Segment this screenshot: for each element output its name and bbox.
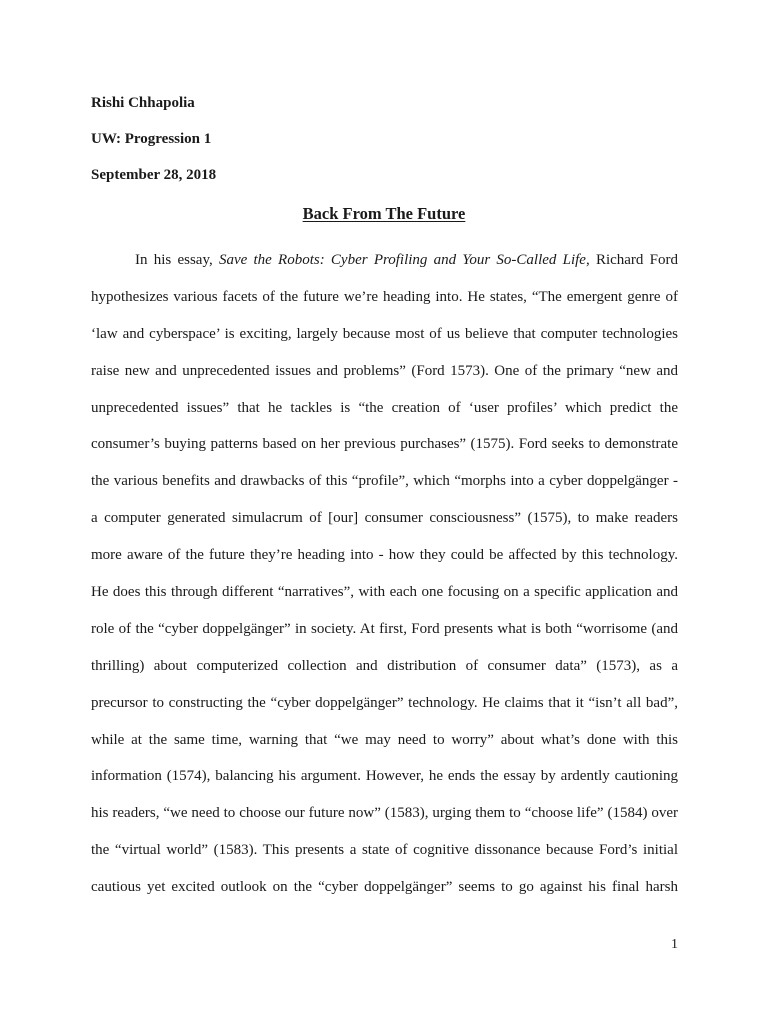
body-line: hypothesizes various facets of the future we’re heading into. He states, “The emergent genre of <box>91 288 678 305</box>
essay-body <box>91 242 678 906</box>
essay-title <box>0 204 768 224</box>
body-line: precursor to constructing the “cyber doppelgänger” technology. He claims that it “isn’t all bad”, <box>91 694 678 711</box>
body-line: more aware of the future they’re heading into - how they could be affected by this technology. <box>91 547 678 564</box>
page-number: 1 <box>671 937 678 952</box>
body-line: consumer’s buying patterns based on her previous purchases” (1575). Ford seeks to demonstrate <box>91 436 678 453</box>
body-line: the various benefits and drawbacks of this “profile”, which “morphs into a cyber doppelgänger - <box>91 473 678 490</box>
body-line: He does this through different “narratives”, with each one focusing on a specific application and <box>91 584 678 601</box>
course-name: UW: Progression 1 <box>91 131 212 147</box>
essay-reference-title: Save the Robots: Cyber Profiling and Your So-Called Life <box>218 252 586 268</box>
body-line <box>91 242 678 279</box>
body-line: while at the same time, warning that “we may need to worry” about what’s done with this <box>91 731 678 748</box>
body-line: ‘law and cyberspace’ is exciting, largely because most of us believe that computer technologies <box>91 325 678 342</box>
body-line-1-pre: In his essay, <box>135 252 219 268</box>
essay-title-text: Back From The Future <box>302 204 466 223</box>
body-line: raise new and unprecedented issues and problems” (Ford 1573). One of the primary “new and <box>91 362 678 379</box>
body-line: information (1574), balancing his argument. However, he ends the essay by ardently cautioning <box>91 768 678 785</box>
author-name: Rishi Chhapolia <box>91 95 195 111</box>
body-line: unprecedented issues” that he tackles is “the creation of ‘user profiles’ which predict the <box>91 399 678 416</box>
body-line: thrilling) about computerized collection and distribution of consumer data” (1573), as a <box>91 657 678 674</box>
body-line: role of the “cyber doppelgänger” in society. At first, Ford presents what is both “worrisome (and <box>91 620 678 637</box>
body-line: a computer generated simulacrum of [our] consumer consciousness” (1575), to make readers <box>91 510 678 527</box>
body-line: his readers, “we need to choose our future now” (1583), urging them to “choose life” (1584) over <box>91 805 678 822</box>
body-line: the “virtual world” (1583). This presents a state of cognitive dissonance because Ford’s initial <box>91 842 678 859</box>
body-line: cautious yet excited outlook on the “cyber doppelgänger” seems to go against his final harsh <box>91 879 678 896</box>
body-line-1-post: , Richard Ford <box>585 252 678 268</box>
essay-date: September 28, 2018 <box>91 167 217 183</box>
